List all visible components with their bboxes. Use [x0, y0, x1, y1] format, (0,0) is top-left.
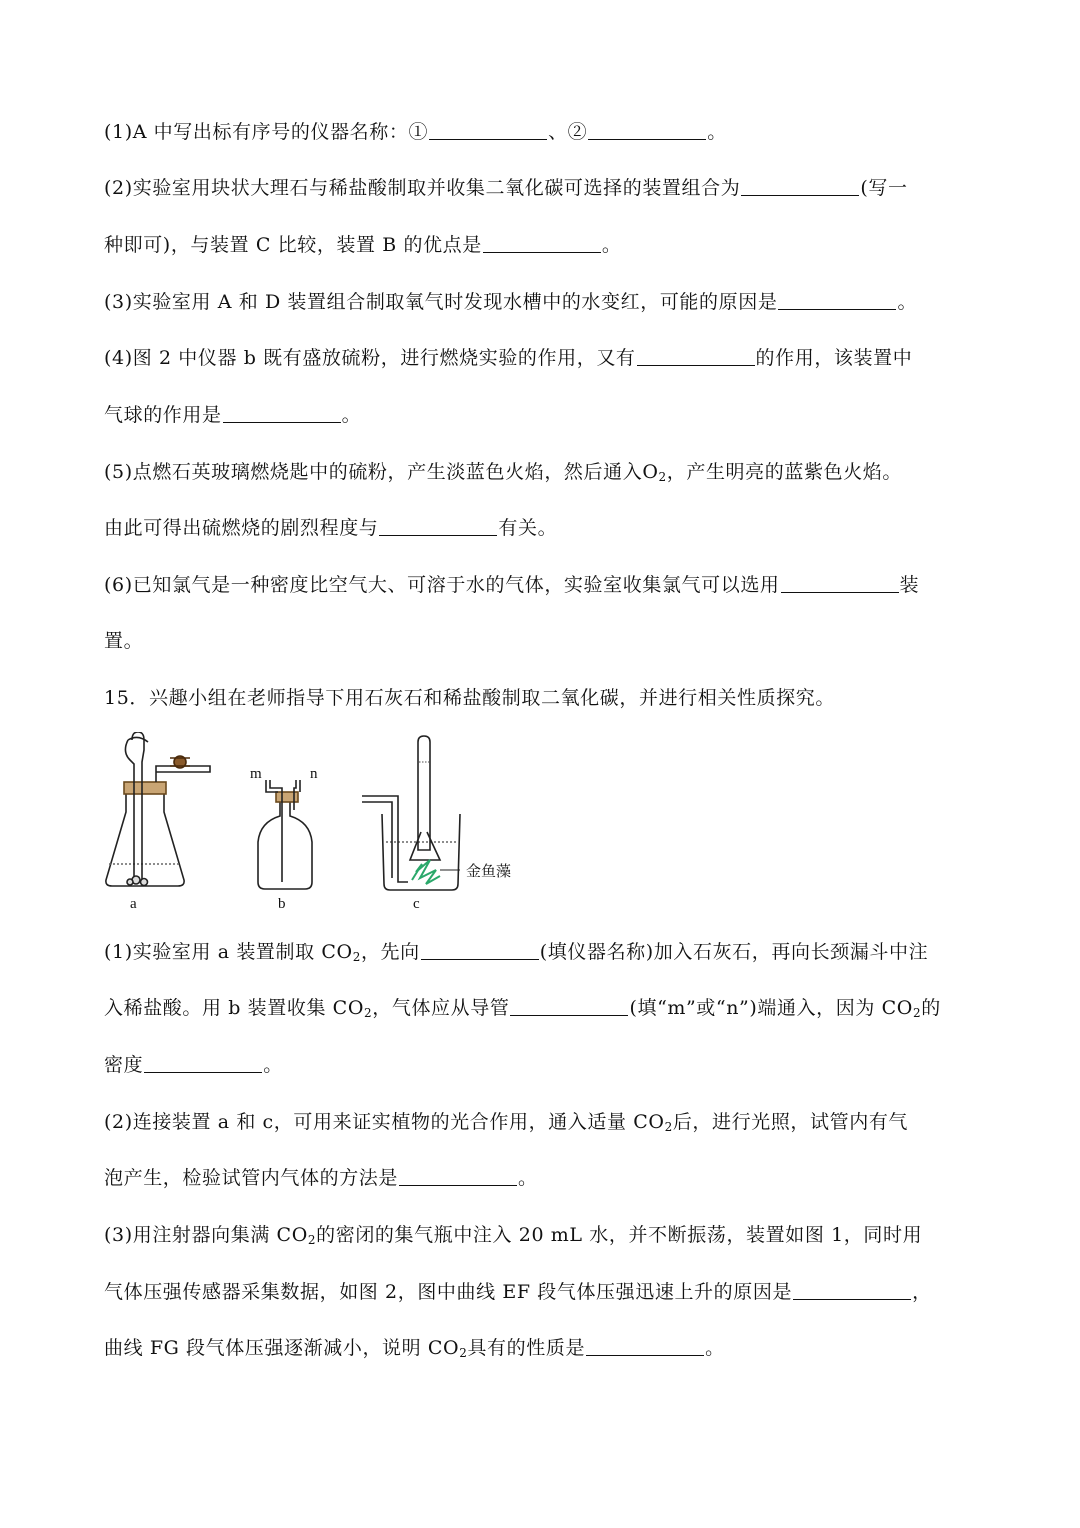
- q15-part1-cont2-text: 密度: [104, 1054, 144, 1076]
- q14-part3-blank[interactable]: [778, 287, 896, 310]
- q15-part1-cont-sub2: 2: [912, 1006, 922, 1020]
- q14-part6-cont-text: 置。: [104, 630, 144, 652]
- conical-flask: [106, 792, 184, 886]
- q15-part1-blank-2[interactable]: [510, 993, 628, 1016]
- q14-part5-cont: [104, 513, 976, 543]
- label-b: b: [278, 896, 286, 912]
- q15-part1: [104, 937, 976, 967]
- q15-part3-cont-end: ，: [912, 1281, 932, 1303]
- q15-part3: [104, 1220, 976, 1250]
- q14-part5-tail: ，产生明亮的蓝紫色火焰。: [666, 461, 902, 483]
- q14-part6-blank[interactable]: [781, 570, 899, 593]
- q14-part4-text: (4)图 2 中仪器 b 既有盛放硫粉，进行燃烧实验的作用，又有: [104, 347, 636, 369]
- q14-part4-blank-2[interactable]: [223, 400, 341, 423]
- apparatus-a: [106, 732, 210, 886]
- q15-part1-cont-end: 的: [921, 997, 941, 1019]
- q14-part3-end: 。: [897, 291, 918, 313]
- q15-part1-cont2-end: 。: [263, 1054, 283, 1076]
- q15-part3-cont2-mid: 具有的性质是: [467, 1337, 586, 1359]
- q14-part4-cont-end: 。: [341, 404, 362, 426]
- q14-part5-cont-end: 有关。: [498, 517, 558, 539]
- q14-part4-blank[interactable]: [637, 343, 755, 366]
- q14-part1-end: 。: [707, 121, 727, 143]
- q14-part5-sub: 2: [658, 470, 667, 484]
- q15-part1-cont-mid2: (填“m”或“n”)端通入，因为 CO: [629, 997, 913, 1019]
- q14-part4-cont-text: 气球的作用是: [104, 404, 222, 426]
- q14-part2-cont-text: 种即可)，与装置 C 比较，装置 B 的优点是: [104, 234, 482, 256]
- q15-part3-cont2-text: 曲线 FG 段气体压强逐渐减小，说明 CO: [104, 1337, 460, 1359]
- label-plant: 金鱼藻: [466, 864, 512, 880]
- q14-part5: [104, 457, 976, 487]
- q14-part1-sep: 、②: [548, 121, 588, 143]
- inverted-funnel: [410, 832, 440, 860]
- q15-part1-cont-text: 入稀盐酸。用 b 装置收集 CO: [104, 997, 364, 1019]
- label-m: m: [250, 766, 262, 782]
- q15-part3-cont2-sub: 2: [459, 1346, 468, 1360]
- q15-part3-cont2-end: 。: [705, 1337, 725, 1359]
- label-c: c: [413, 896, 420, 912]
- q14-part2-tail: (写一: [860, 177, 908, 199]
- q15-part2-cont-end: 。: [518, 1167, 538, 1189]
- q15-part1-cont-sub: 2: [364, 1006, 373, 1020]
- rubber-stopper: [124, 782, 166, 794]
- q15-part2-text: (2)连接装置 a 和 c，可用来证实植物的光合作用，通入适量 CO: [104, 1111, 665, 1133]
- q14-part1-blank-1[interactable]: [429, 117, 547, 140]
- inlet-tube: [362, 796, 408, 882]
- q14-part1-blank-2[interactable]: [588, 117, 706, 140]
- q14-part2-cont: [104, 230, 976, 260]
- apparatus-b: [258, 780, 312, 889]
- apparatus-figure: [100, 732, 560, 918]
- q14-part3: [104, 287, 976, 317]
- q14-part2: [104, 173, 976, 203]
- q15-part1-cont-mid: ，气体应从导管: [372, 997, 510, 1019]
- q14-part5-text: (5)点燃石英玻璃燃烧匙中的硫粉，产生淡蓝色火焰，然后通入O: [104, 461, 659, 483]
- q15-title: [104, 683, 976, 713]
- label-n: n: [310, 766, 318, 782]
- q15-part3-cont-text: 气体压强传感器采集数据，如图 2，图中曲线 EF 段气体压强迅速上升的原因是: [104, 1281, 793, 1303]
- q14-part4: [104, 343, 976, 373]
- q15-part2-blank[interactable]: [399, 1163, 517, 1186]
- q14-part6-tail: 装: [899, 574, 920, 596]
- q15-part2-cont: [104, 1163, 976, 1193]
- q15-part1-mid: ，先向: [360, 941, 420, 963]
- q14-part5-cont-text: 由此可得出硫燃烧的剧烈程度与: [104, 517, 379, 539]
- q14-part2-blank[interactable]: [741, 173, 859, 196]
- q14-part2-cont-end: 。: [601, 234, 622, 256]
- q14-part5-blank[interactable]: [379, 513, 497, 536]
- q15-part3-tail: 的密闭的集气瓶中注入 20 mL 水，并不断振荡，装置如图 1，同时用: [316, 1224, 923, 1246]
- q14-part2-text: (2)实验室用块状大理石与稀盐酸制取并收集二氧化碳可选择的装置组合为: [104, 177, 741, 199]
- q15-part3-text: (3)用注射器向集满 CO: [104, 1224, 308, 1246]
- q15-part1-cont: [104, 993, 976, 1023]
- q14-part1: [104, 117, 976, 147]
- q14-part3-text: (3)实验室用 A 和 D 装置组合制取氧气时发现水槽中的水变红，可能的原因是: [104, 291, 778, 313]
- gas-bottle: [258, 802, 312, 889]
- q14-part4-cont: [104, 400, 976, 430]
- q15-part1-blank[interactable]: [421, 937, 539, 960]
- q14-part6-text: (6)已知氯气是一种密度比空气大、可溶于水的气体，实验室收集氯气可以选用: [104, 574, 780, 596]
- q14-part4-tail: 的作用，该装置中: [755, 347, 913, 369]
- q15-part2: [104, 1107, 976, 1137]
- q15-part1-tail: (填仪器名称)加入石灰石，再向长颈漏斗中注: [539, 941, 929, 963]
- q15-part3-blank-2[interactable]: [586, 1333, 704, 1356]
- q14-part6: [104, 570, 976, 600]
- q15-part3-cont: [104, 1277, 976, 1307]
- q15-part3-sub: 2: [307, 1233, 317, 1247]
- apparatus-c: [362, 736, 460, 890]
- q15-part2-sub: 2: [664, 1120, 673, 1134]
- q14-part1-text: (1)A 中写出标有序号的仪器名称：①: [104, 121, 429, 143]
- q15-title-text: 15．兴趣小组在老师指导下用石灰石和稀盐酸制取二氧化碳，并进行相关性质探究。: [104, 687, 835, 709]
- q15-part1-blank-3[interactable]: [144, 1050, 262, 1073]
- q15-part3-blank[interactable]: [793, 1277, 911, 1300]
- q15-part2-tail: 后，进行光照，试管内有气: [672, 1111, 909, 1133]
- label-a: a: [130, 896, 137, 912]
- q15-part2-cont-text: 泡产生，检验试管内气体的方法是: [104, 1167, 399, 1189]
- q14-part2-blank-2[interactable]: [483, 230, 601, 253]
- q14-part6-cont: [104, 626, 976, 656]
- q15-part1-text: (1)实验室用 a 装置制取 CO: [104, 941, 353, 963]
- q15-part1-cont2: [104, 1050, 976, 1080]
- q15-part3-cont2: [104, 1333, 976, 1363]
- plant: [412, 860, 440, 884]
- q15-part1-sub: 2: [352, 950, 361, 964]
